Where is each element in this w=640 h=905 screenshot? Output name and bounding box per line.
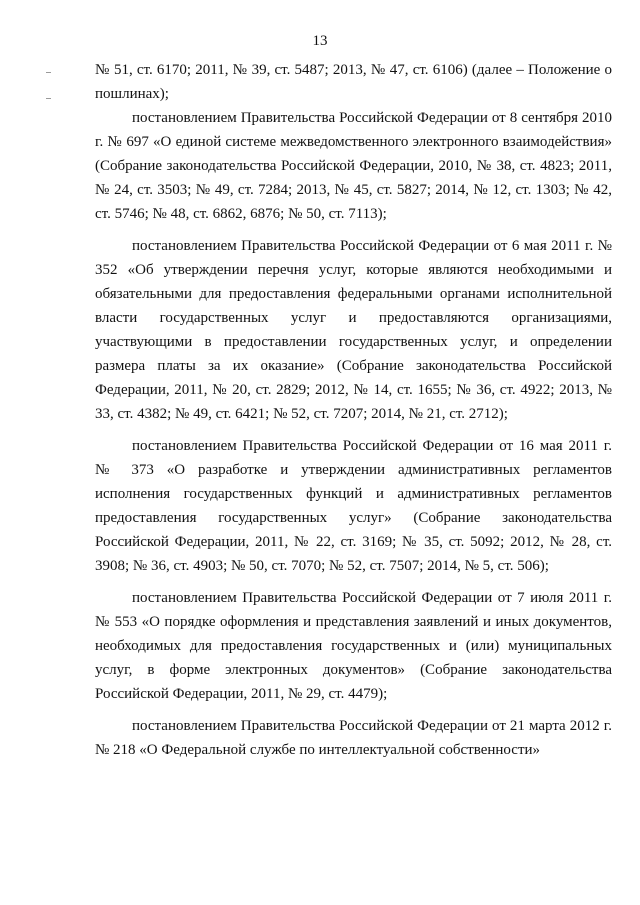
margin-mark — [46, 98, 51, 99]
margin-mark — [46, 72, 51, 73]
page-number: 13 — [312, 33, 328, 49]
paragraph-decree-697: постановлением Правительства Российской Федерации от 8 сентября 2010 г. № 697 «О единой системе межведомственного электронного взаимодействия» (Собрание законодательства Российской Федерации, 2010, № 38, ст. 4823; 2011, № 24, ст. 3503; № 49, ст. 7284; 2013, № 45, ст. 5827; 2014, № 12, ст. 1303; № 42, ст. 5746; № 48, ст. 6862, 6876; № 50, ст. 7113); — [95, 110, 612, 222]
paragraph-decree-553: постановлением Правительства Российской Федерации от 7 июля 2011 г. № 553 «О порядке оформления и представления заявлений и иных документов, необходимых для предоставления государственных и (или) муниципальных услуг, в форме электронных документов» (Собрание законодательства Российской Федерации, 2011, № 29, ст. 4479); — [95, 590, 612, 702]
paragraph-decree-352: постановлением Правительства Российской Федерации от 6 мая 2011 г. № 352 «Об утверждении перечня услуг, которые являются необходимыми и обязательными для предоставления федеральными органами исполнительной власти государственных услуг и предоставляются организациями, участвующими в предоставлении государственных услуг, и определении размера платы за их оказание» (Собрание законодательства Российской Федерации, 2011, № 20, ст. 2829; 2012, № 14, ст. 1655; № 36, ст. 4922; 2013, № 33, ст. 4382; № 49, ст. 6421; № 52, ст. 7207; 2014, № 21, ст. 2712); — [95, 238, 612, 422]
document-body — [95, 58, 612, 762]
paragraph-decree-373: постановлением Правительства Российской Федерации от 16 мая 2011 г. № 373 «О разработке и утверждении административных регламентов исполнения государственных функций и административных регламентов предоставления государственных услуг» (Собрание законодательства Российской Федерации, 2011, № 22, ст. 3169; № 35, ст. 5092; 2012, № 28, ст. 3908; № 36, ст. 4903; № 50, ст. 7070; № 52, ст. 7507; 2014, № 5, ст. 506); — [95, 438, 612, 574]
paragraph-decree-218: постановлением Правительства Российской Федерации от 21 марта 2012 г. № 218 «О Федеральной службе по интеллектуальной собственности» — [95, 718, 612, 758]
paragraph-continuation: № 51, ст. 6170; 2011, № 39, ст. 5487; 2013, № 47, ст. 6106) (далее – Положение о пошлинах); — [95, 62, 612, 102]
